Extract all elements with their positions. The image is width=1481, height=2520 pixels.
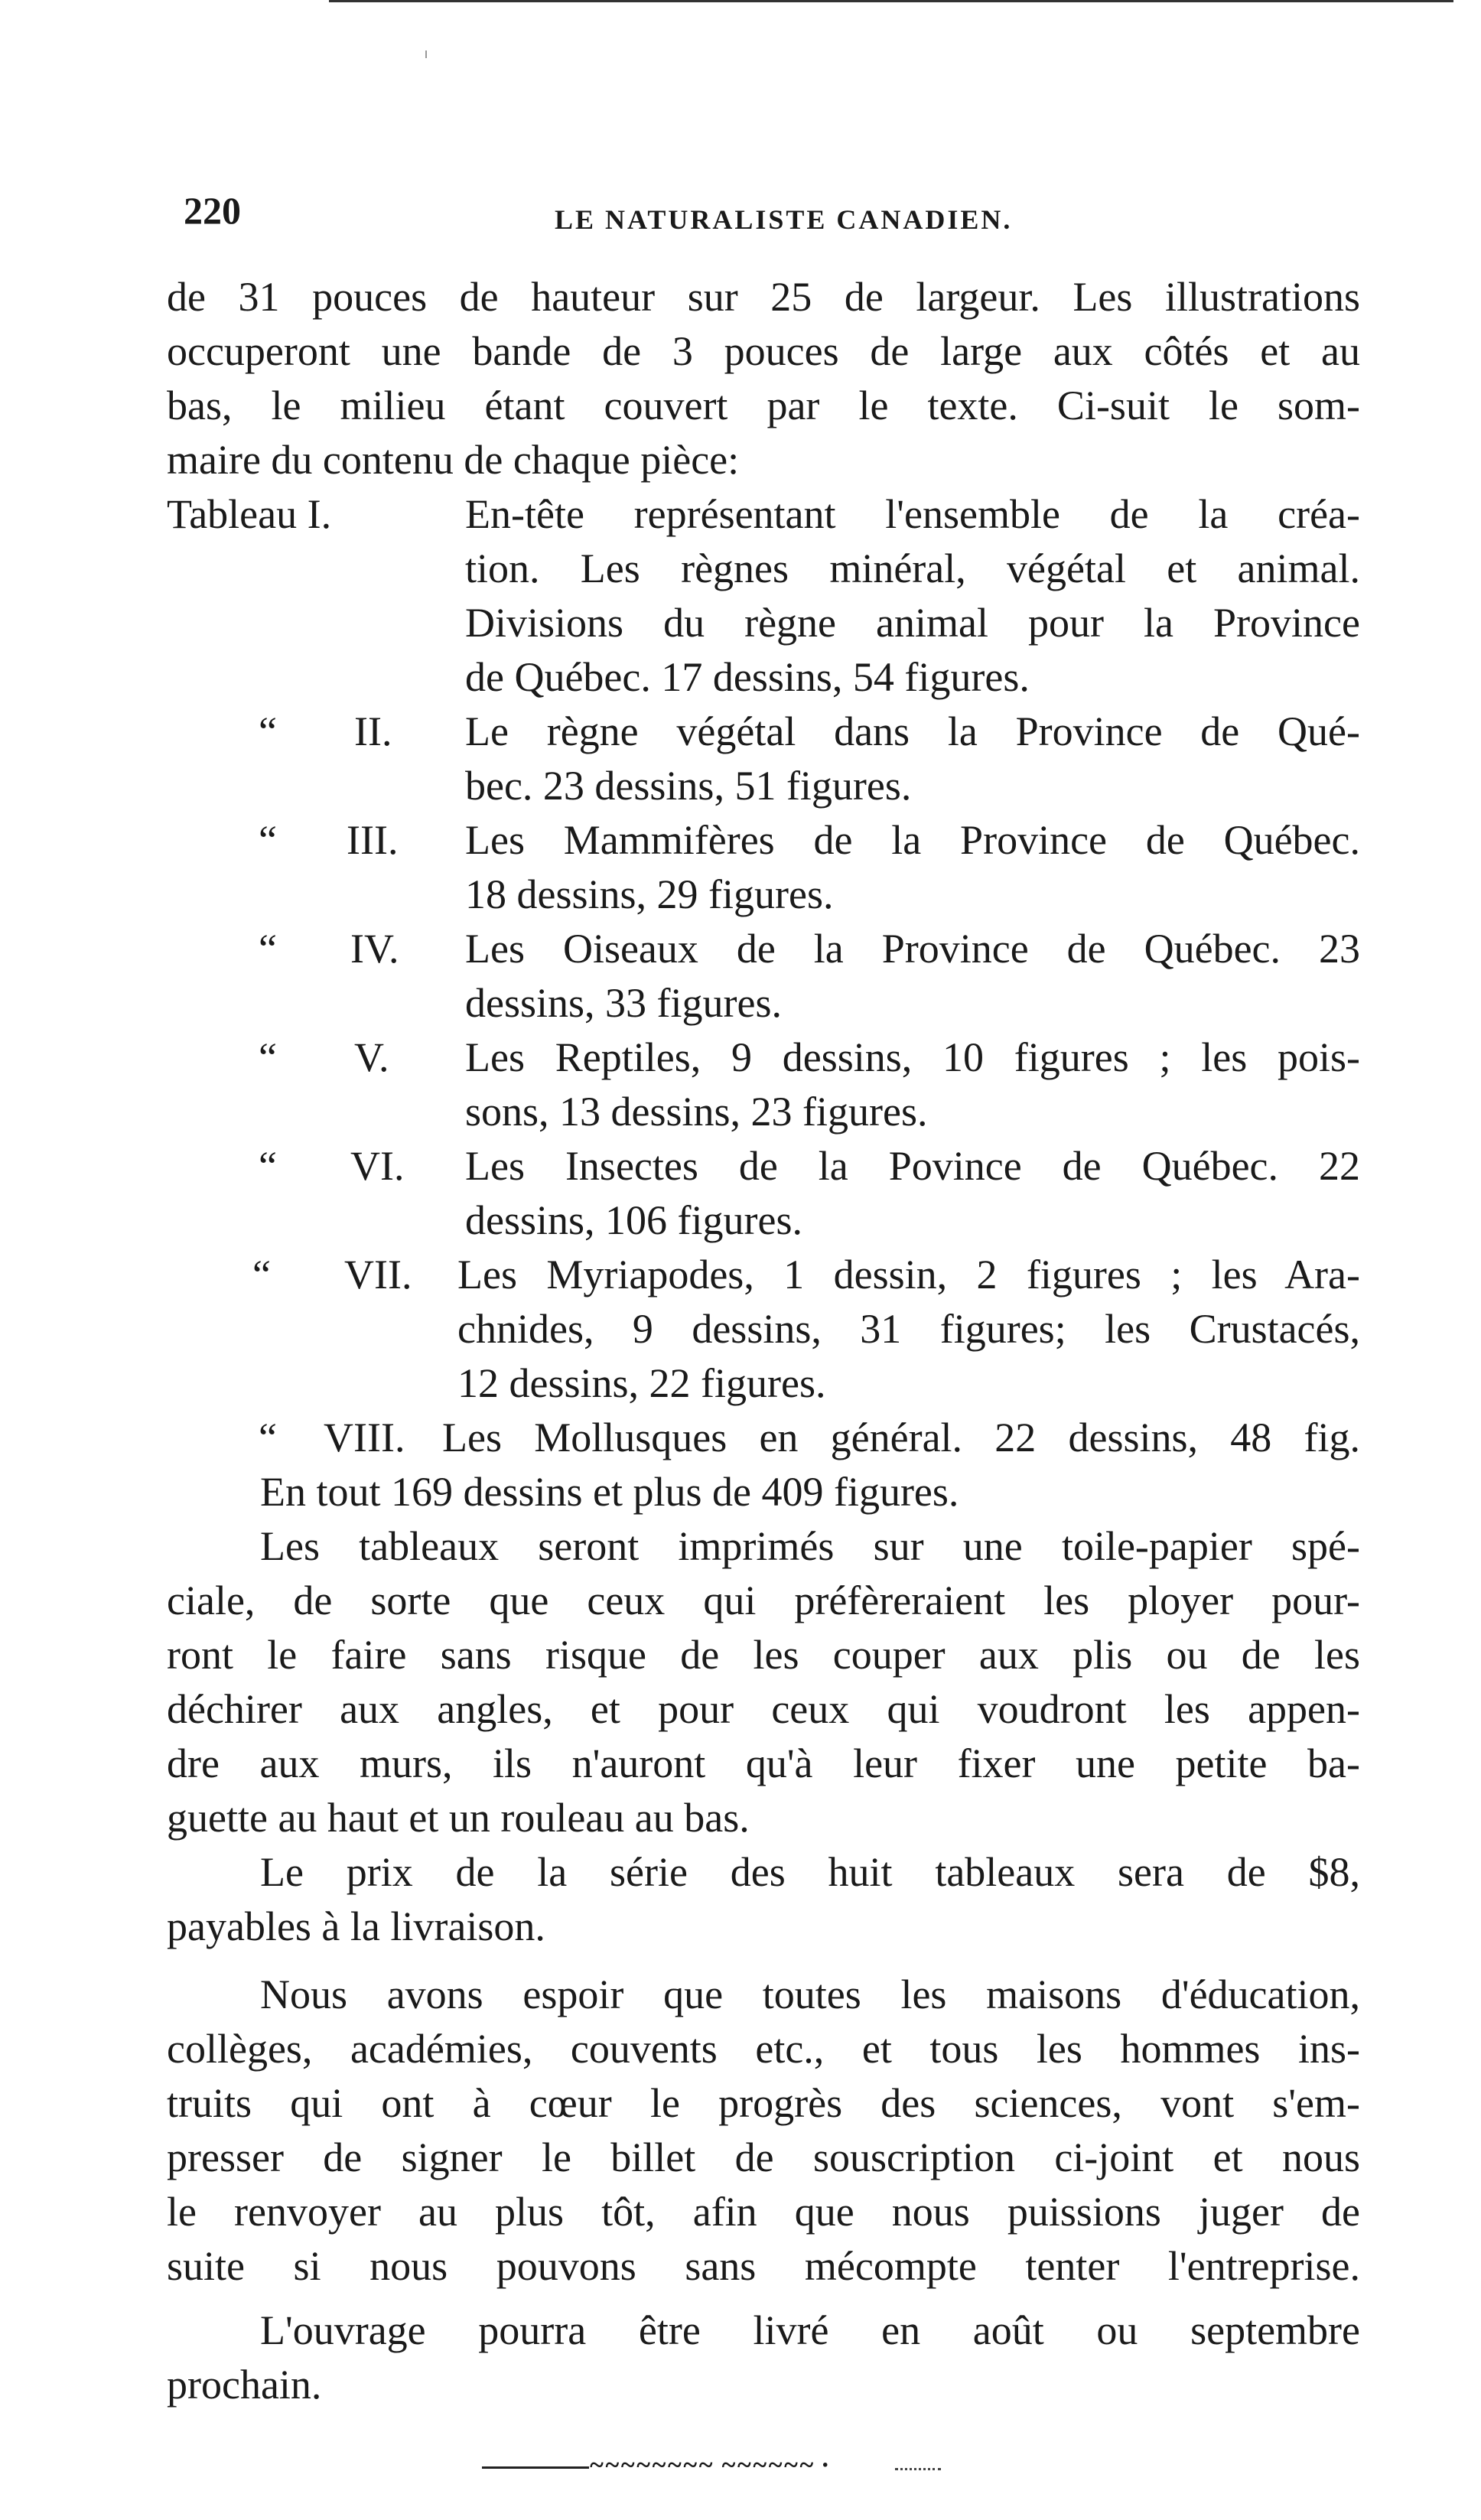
paragraph-line: L'ouvrage pourra être livré en août ou septembre [260,2307,1360,2353]
tableau-item-3 [167,815,1360,868]
tableau-text-line: Les Oiseaux de la Province de Québec. 23 [465,926,1360,972]
paragraph-line: truits qui ont à cœur le progrès des sciences, vont s'em- [167,2080,1360,2126]
paragraph-line: guette au haut et un rouleau au bas. [167,1795,750,1841]
tableau-item-7 [167,1249,1360,1303]
closing-ornament [482,2451,1017,2482]
paragraph-line: payables à la livraison. [167,1903,545,1949]
ditto-mark: “ [259,1143,277,1189]
page-number: 220 [184,189,241,232]
ornament-rule [482,2466,589,2469]
tableau-text-line: dessins, 33 figures. [465,980,782,1026]
tableau-text-line: Les Myriapodes, 1 dessin, 2 figures ; les Ara- [457,1252,1360,1297]
intro-line: occuperont une bande de 3 pouces de large aux côtés et au [167,328,1360,374]
paragraph-line: Le prix de la série des huit tableaux sera de $8, [260,1849,1360,1895]
tableau-label: VII. [344,1252,412,1297]
paragraph-line: ciale, de sorte que ceux qui préfèreraient les ployer pour- [167,1577,1360,1623]
paragraph-line: collèges, académies, couvents etc., et tous les hommes ins- [167,2026,1360,2072]
ornament-tail [895,2468,941,2473]
running-head: LE NATURALISTE CANADIEN. [555,204,1013,235]
tableau-label: II. [354,708,392,754]
top-border-rule [329,0,1453,2]
paragraph-line: ront le faire sans risque de les couper aux plis ou de les [167,1632,1360,1678]
intro-line: de 31 pouces de hauteur sur 25 de largeur. Les illustrations [167,274,1360,320]
paragraph-line: dre aux murs, ils n'auront qu'à leur fixer une petite ba- [167,1740,1360,1786]
tableau-text-line: En-tête représentant l'ensemble de la créa- [465,491,1360,537]
tableau-text-line: 18 dessins, 29 figures. [465,871,834,917]
ditto-mark: “ [259,1415,277,1460]
page-header [184,188,1354,242]
tableau-label: V. [354,1034,389,1080]
tableau-text-line: tion. Les règnes minéral, végétal et animal. [465,545,1360,591]
paragraph-line: prochain. [167,2362,322,2408]
intro-line: maire du contenu de chaque pièce: [167,437,740,483]
tableau-text-line: sons, 13 dessins, 23 figures. [465,1089,928,1135]
paragraph-line: Nous avons espoir que toutes les maisons d'éducation, [260,1971,1360,2017]
tableau-text-line: Les Insectes de la Povince de Québec. 22 [465,1143,1360,1189]
tableau-text-line: bec. 23 dessins, 51 figures. [465,763,912,809]
paragraph-line: déchirer aux angles, et pour ceux qui voudront les appen- [167,1686,1360,1732]
tableau-item-5 [167,1032,1360,1086]
tableau-text-line: Divisions du règne animal pour la Province [465,600,1360,646]
paragraph-line: Les tableaux seront imprimés sur une toile-papier spé- [260,1523,1360,1569]
tableau-text-line: Les Mollusques en général. 22 dessins, 48 fig. [442,1415,1360,1460]
tableau-label: III. [347,817,399,863]
tableau-label: IV. [350,926,399,972]
tableau-text-line: dessins, 106 figures. [465,1197,802,1243]
tableau-label: VIII. [324,1415,405,1460]
ditto-mark: “ [259,1034,277,1080]
total-line: En tout 169 dessins et plus de 409 figures. [260,1469,959,1515]
tableau-label: Tableau I. [167,491,332,537]
paragraph-line: suite si nous pouvons sans mécompte tenter l'entreprise. [167,2243,1360,2289]
tableau-item-6 [167,1141,1360,1194]
ditto-mark: “ [259,708,277,754]
tableau-item-2 [167,706,1360,760]
tableau-item-8 [167,1412,1360,1466]
tableau-label: VI. [350,1143,405,1189]
tableau-text-line: Les Reptiles, 9 dessins, 10 figures ; les pois- [465,1034,1360,1080]
ditto-mark: “ [259,817,277,863]
paragraph-line: le renvoyer au plus tôt, afin que nous puissions juger de [167,2189,1360,2235]
tableau-text-line: Les Mammifères de la Province de Québec. [465,817,1360,863]
margin-mark [425,50,427,58]
ditto-mark: “ [259,926,277,972]
ditto-mark: “ [252,1252,271,1297]
tableau-item-1 [167,489,1360,542]
tableau-text-line: chnides, 9 dessins, 31 figures; les Crustacés, [457,1306,1360,1352]
tableau-text-line: 12 dessins, 22 figures. [457,1360,826,1406]
ornament-glyphs: ~~~~~~~~ ~~~~~~ · [589,2451,829,2479]
tableau-text-line: Le règne végétal dans la Province de Qué- [465,708,1360,754]
tableau-item-4 [167,923,1360,977]
tableau-text-line: de Québec. 17 dessins, 54 figures. [465,654,1030,700]
intro-line: bas, le milieu étant couvert par le texte. Ci-suit le som- [167,383,1360,428]
paragraph-line: presser de signer le billet de souscription ci-joint et nous [167,2134,1360,2180]
